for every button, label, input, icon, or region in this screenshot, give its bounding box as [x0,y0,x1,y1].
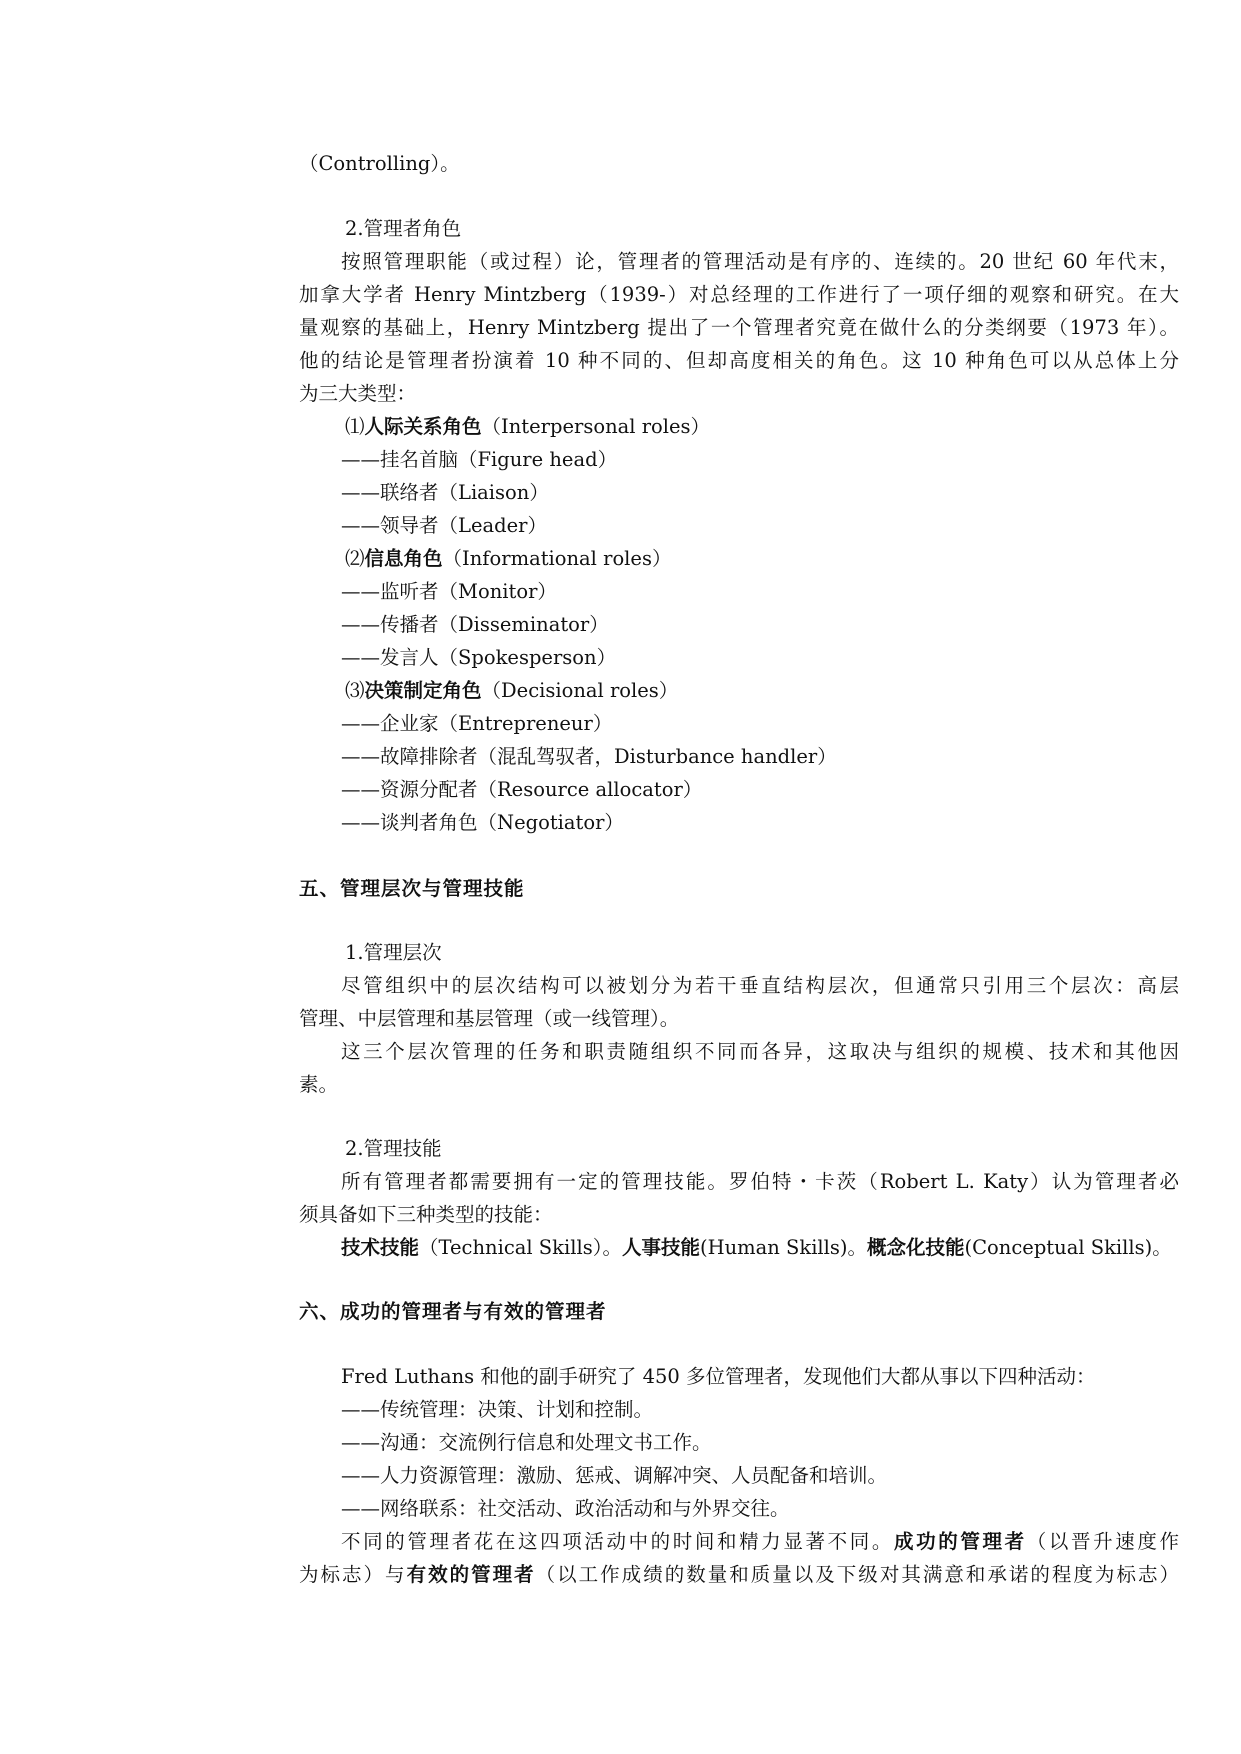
text-run: 须具备如下三种类型的技能： [299,1203,553,1226]
text-run: ——传播者（Disseminator） [341,613,609,636]
text-run: (Conceptual Skills)。 [964,1236,1172,1259]
text-line-1 [299,148,1179,180]
text-line-28 [341,1166,1179,1198]
text-run: 六、成功的管理者与有效的管理者 [299,1300,607,1323]
text-run: 为标志）与 [299,1563,407,1586]
text-run: ⑶ [345,679,365,702]
text-run: ⑴ [345,415,365,438]
text-run: 尽管组织中的层次结构可以被划分为若干垂直结构层次，但通常只引用三个层次：高层 [341,974,1179,997]
text-run: 1.管理层次 [345,941,442,964]
text-line-4 [299,279,1179,311]
text-run: ——挂名首脑（Figure head） [341,448,618,471]
text-run: 所有管理者都需要拥有一定的管理技能。罗伯特・卡茨（Robert L. Katy）认为管理者必 [341,1170,1179,1193]
text-line-37 [341,1526,1179,1558]
text-line-3 [341,246,1179,278]
text-line-23 [341,970,1179,1002]
text-run: ⑵ [345,547,365,570]
text-line-9 [341,444,1179,476]
text-line-26 [299,1069,1179,1101]
text-run: 管理、中层管理和基层管理（或一线管理）。 [299,1007,680,1030]
text-run: （Technical Skills）。 [419,1236,622,1259]
text-run: ——企业家（Entrepreneur） [341,712,613,735]
text-line-25 [341,1036,1179,1068]
bold-term: 概念化技能 [867,1236,965,1259]
text-line-20 [341,807,1179,839]
text-run: 这三个层次管理的任务和职责随组织不同而各异，这取决与组织的规模、技术和其他因 [341,1040,1179,1063]
text-run: ——故障排除者（混乱驾驭者，Disturbance handler） [341,745,837,768]
text-run: 加拿大学者 Henry Mintzberg（1939-）对总经理的工作进行了一项仔细的观察和研究。在大 [299,283,1179,306]
text-run: 五、管理层次与管理技能 [299,877,525,900]
text-line-32 [341,1361,1179,1393]
text-run: （Decisional roles） [481,679,679,702]
text-run: ——传统管理：决策、计划和控制。 [341,1398,654,1421]
bold-term: 人事技能 [621,1236,700,1259]
text-line-21 [299,873,1179,905]
text-run: （Interpersonal roles） [481,415,711,438]
text-line-29 [299,1199,1179,1231]
text-line-12 [345,543,1225,575]
text-run: （以工作成绩的数量和质量以及下级对其满意和承诺的程度为标志） [535,1563,1179,1586]
text-line-22 [345,937,1225,969]
bold-term: 决策制定角色 [364,679,482,702]
text-run: ——发言人（Spokesperson） [341,646,617,669]
text-run: （以晋升速度作 [1026,1530,1179,1553]
text-line-27 [345,1133,1225,1165]
text-line-34 [341,1427,1179,1459]
text-run: 不同的管理者花在这四项活动中的时间和精力显著不同。 [341,1530,895,1553]
text-line-7 [299,378,1179,410]
text-run: ——联络者（Liaison） [341,481,549,504]
text-run: 素。 [299,1073,339,1096]
text-run: 他的结论是管理者扮演着 10 种不同的、但却高度相关的角色。这 10 种角色可以从总体上分 [299,349,1179,372]
text-line-19 [341,774,1179,806]
text-run: 按照管理职能（或过程）论，管理者的管理活动是有序的、连续的。20 世纪 60 年代末， [341,250,1179,273]
text-line-2 [345,213,1225,245]
text-line-30 [341,1232,1179,1264]
bold-term: 人际关系角色 [364,415,482,438]
text-run: 2.管理技能 [345,1137,442,1160]
bold-term: 技术技能 [341,1236,420,1259]
text-line-15 [341,642,1179,674]
text-run: (Human Skills)。 [699,1236,868,1259]
text-line-8 [345,411,1225,443]
text-run: ——资源分配者（Resource allocator） [341,778,703,801]
text-run: ——谈判者角色（Negotiator） [341,811,624,834]
text-line-11 [341,510,1179,542]
text-line-10 [341,477,1179,509]
text-run: ——网络联系：社交活动、政治活动和与外界交往。 [341,1497,790,1520]
bold-term: 成功的管理者 [894,1530,1027,1553]
text-line-38 [299,1559,1179,1591]
text-line-35 [341,1460,1179,1492]
bold-term: 有效的管理者 [406,1563,536,1586]
text-run: （Controlling）。 [299,152,460,175]
text-line-17 [341,708,1179,740]
text-run: ——人力资源管理：激励、惩戒、调解冲突、人员配备和培训。 [341,1464,888,1487]
bold-term: 信息角色 [364,547,443,570]
text-line-18 [341,741,1179,773]
text-line-31 [299,1296,1179,1328]
text-run: ——监听者（Monitor） [341,580,557,603]
text-line-24 [299,1003,1179,1035]
text-run: ——沟通：交流例行信息和处理文书工作。 [341,1431,712,1454]
text-line-13 [341,576,1179,608]
text-line-33 [341,1394,1179,1426]
text-run: 2.管理者角色 [345,217,462,240]
text-line-5 [299,312,1179,344]
text-run: 量观察的基础上，Henry Mintzberg 提出了一个管理者究竟在做什么的分类纲要（1973 年）。 [299,316,1179,339]
text-run: 为三大类型： [299,382,417,405]
text-line-36 [341,1493,1179,1525]
text-line-14 [341,609,1179,641]
text-run: （Informational roles） [442,547,672,570]
text-run: ——领导者（Leader） [341,514,547,537]
text-line-16 [345,675,1225,707]
text-line-6 [299,345,1179,377]
text-run: Fred Luthans 和他的副手研究了 450 多位管理者，发现他们大都从事以下四种活动： [341,1365,1096,1388]
